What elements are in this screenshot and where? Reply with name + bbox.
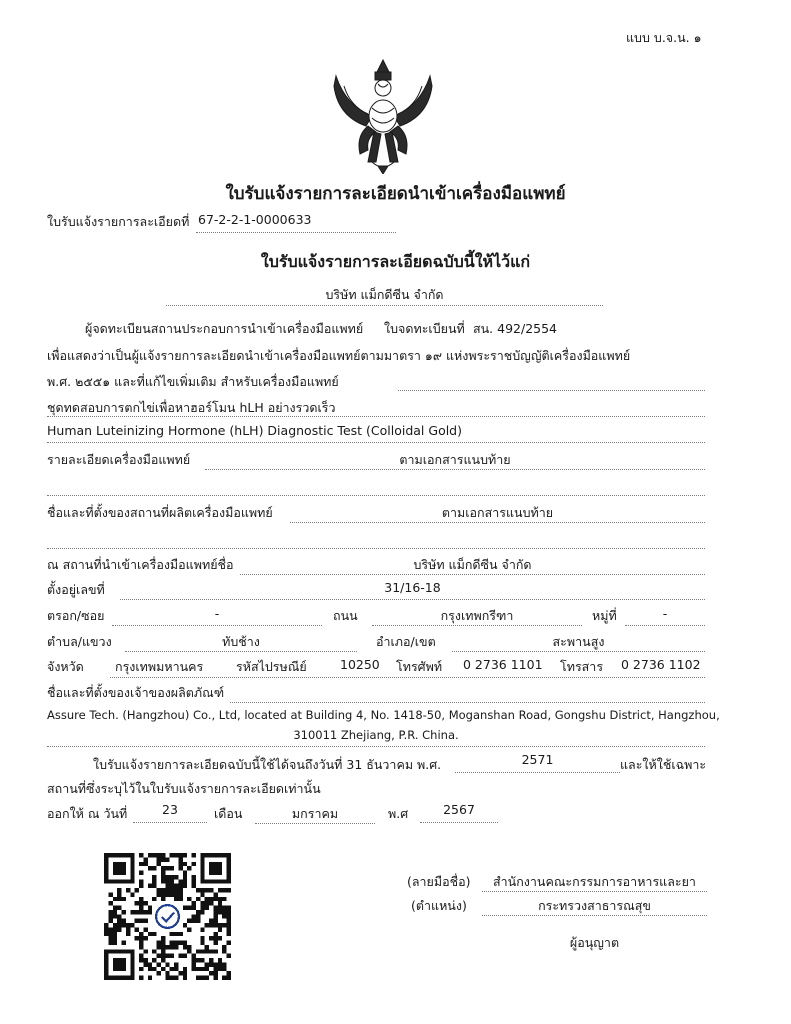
company-name: บริษัท แม็กดีซีน จำกัด <box>325 287 444 302</box>
form-code: แบบ บ.จ.น. ๑ <box>626 30 702 45</box>
notice-no: 67-2-2-1-0000633 <box>198 212 312 227</box>
district-label: อำเภอ/เขต <box>376 634 436 649</box>
statement-line-2: พ.ศ. ๒๕๕๑ และที่แก้ไขเพิ่มเติม สำหรับเครื่องมือแพทย์ <box>47 374 339 389</box>
validity-line-2: สถานที่ซึ่งระบุไว้ในใบรับแจ้งรายการละเอียดเท่านั้น <box>47 781 321 796</box>
registration-label: ผู้จดทะเบียนสถานประกอบการนำเข้าเครื่องมือแพทย์ <box>85 321 364 336</box>
importer-name: บริษัท แม็กดีซีน จำกัด <box>413 557 532 572</box>
validity-year: 2571 <box>521 752 554 767</box>
page-title: ใบรับแจ้งรายการละเอียดนำเข้าเครื่องมือแพทย์ <box>225 184 566 204</box>
registration-no-label: ใบจดทะเบียนที่ <box>384 321 465 336</box>
phone-value: 0 2736 1101 <box>463 657 543 672</box>
district-value: สะพานสูง <box>552 634 605 649</box>
validity-suffix: และให้ใช้เฉพาะ <box>620 757 707 772</box>
province-value: กรุงเทพมหานคร <box>115 659 204 674</box>
details-value: ตามเอกสารแนบท้าย <box>399 452 511 467</box>
issued-to-heading: ใบรับแจ้งรายการละเอียดฉบับนี้ให้ไว้แก่ <box>260 252 531 271</box>
owner-label: ชื่อและที่ตั้งของเจ้าของผลิตภัณฑ์ <box>47 685 225 700</box>
owner-address-line-2: 310011 Zhejiang, P.R. China. <box>293 728 459 742</box>
manufacturer-site-label: ชื่อและที่ตั้งของสถานที่ผลิตเครื่องมือแพทย์ <box>47 505 273 520</box>
signature-label: (ลายมือชื่อ) <box>407 874 471 889</box>
soi-label: ตรอก/ซอย <box>47 608 105 623</box>
fax-label: โทรสาร <box>560 659 604 674</box>
soi-value: - <box>214 606 220 621</box>
province-label: จังหวัด <box>47 659 84 674</box>
fax-value: 0 2736 1102 <box>621 657 701 672</box>
issue-month: มกราคม <box>291 806 339 821</box>
details-label: รายละเอียดเครื่องมือแพทย์ <box>47 452 191 467</box>
road-label: ถนน <box>333 608 358 623</box>
notice-no-label: ใบรับแจ้งรายการละเอียดที่ <box>47 214 190 229</box>
address-number: 31/16-18 <box>384 580 441 595</box>
issue-day: 23 <box>162 802 178 817</box>
statement-line-1: เพื่อแสดงว่าเป็นผู้แจ้งรายการละเอียดนำเข้าเครื่องมือแพทย์ตามมาตรา ๑๙ แห่งพระราชบัญญัติเครื่องมือแพทย์ <box>47 348 631 363</box>
issue-year-label: พ.ศ <box>388 806 409 821</box>
phone-label: โทรศัพท์ <box>396 659 443 674</box>
signature-value: สำนักงานคณะกรรมการอาหารและยา <box>493 874 696 889</box>
registration-no: สน. 492/2554 <box>473 321 558 336</box>
subdistrict-value: ทับช้าง <box>222 634 260 649</box>
issue-month-label: เดือน <box>214 806 243 821</box>
road-value: กรุงเทพกรีฑา <box>440 608 514 623</box>
garuda-emblem-icon <box>328 56 438 174</box>
position-label: (ตำแหน่ง) <box>411 898 467 913</box>
subdistrict-label: ตำบล/แขวง <box>47 634 112 649</box>
device-name-th: ชุดทดสอบการตกไข่เพื่อหาฮอร์โมน hLH อย่างรวดเร็ว <box>47 400 336 415</box>
owner-address-line-1: Assure Tech. (Hangzhou) Co., Ltd, located at Building 4, No. 1418-50, Moganshan Road, Gongshu District, Hangzhou, <box>47 708 720 722</box>
postcode-label: รหัสไปรษณีย์ <box>236 659 307 674</box>
device-name-en: Human Luteinizing Hormone (hLH) Diagnostic Test (Colloidal Gold) <box>47 423 462 438</box>
postcode-value: 10250 <box>340 657 380 672</box>
address-number-label: ตั้งอยู่เลขที่ <box>47 582 105 597</box>
moo-label: หมู่ที่ <box>592 608 617 623</box>
qr-code-icon <box>104 853 231 980</box>
issue-year: 2567 <box>443 802 475 817</box>
moo-value: - <box>662 606 668 621</box>
validity-text: ใบรับแจ้งรายการละเอียดฉบับนี้ใช้ได้จนถึงวันที่ 31 ธันวาคม พ.ศ. <box>93 757 442 772</box>
authority-title: ผู้อนุญาต <box>569 935 620 950</box>
issue-label: ออกให้ ณ วันที่ <box>47 806 128 821</box>
position-value: กระทรวงสาธารณสุข <box>538 898 651 913</box>
importer-label: ณ สถานที่นำเข้าเครื่องมือแพทย์ชื่อ <box>47 557 234 572</box>
manufacturer-site-value: ตามเอกสารแนบท้าย <box>441 505 554 520</box>
